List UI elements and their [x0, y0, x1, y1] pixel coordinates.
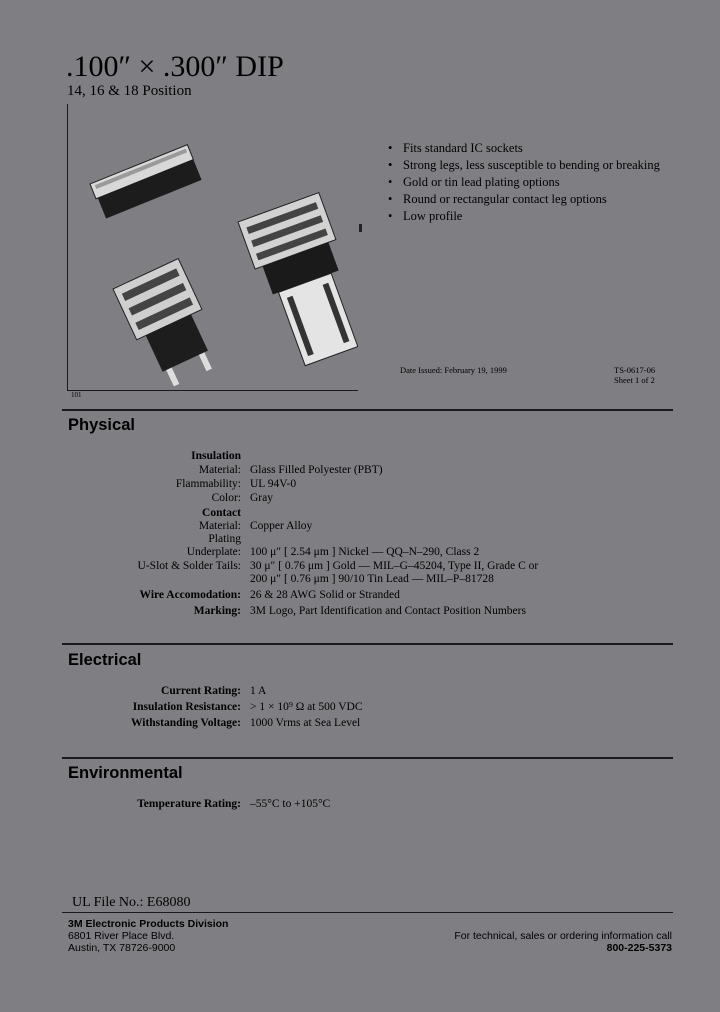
underplate-label: Underplate: — [186, 546, 241, 558]
uslot-value-1: 30 μ″ [ 0.76 μm ] Gold — MIL–G–45204, Type II, Grade C or — [250, 560, 539, 572]
feature-item: • Gold or tin lead plating options — [388, 174, 688, 190]
withstanding-value: 1000 Vrms at Sea Level — [250, 717, 361, 729]
division-address — [68, 918, 228, 954]
feature-item: • Round or rectangular contact leg options — [388, 191, 688, 207]
flammability-value: UL 94V-0 — [250, 478, 297, 490]
contact-text: For technical, sales or ordering information call — [454, 930, 672, 942]
physical-heading: Physical — [68, 416, 135, 434]
feature-list — [388, 140, 688, 225]
frame-tick — [359, 224, 362, 232]
ul-file-number: UL File No.: E68080 — [72, 895, 191, 910]
product-photo-frame — [67, 104, 358, 391]
current-label: Current Rating: — [161, 685, 241, 697]
contact-label: Contact — [202, 507, 241, 519]
phone-number: 800-225-5373 — [606, 942, 672, 954]
doc-number-block — [614, 365, 655, 385]
withstanding-label: Withstanding Voltage: — [130, 717, 241, 729]
contact-info — [454, 930, 672, 954]
color-value: Gray — [250, 492, 273, 504]
material-value: Glass Filled Polyester (PBT) — [250, 464, 383, 476]
contact-material-label: Material: — [198, 520, 241, 532]
plating-label: Plating — [208, 533, 241, 545]
page-title: .100″ × .300″ DIP — [66, 50, 284, 83]
footer-divider — [62, 912, 673, 913]
current-value: 1 A — [250, 685, 267, 697]
contact-material-value: Copper Alloy — [250, 520, 313, 532]
color-label: Color: — [211, 492, 241, 504]
section-divider — [62, 409, 673, 411]
electrical-heading: Electrical — [68, 651, 142, 669]
insulation-resistance-label: Insulation Resistance: — [132, 701, 241, 713]
section-divider — [62, 643, 673, 645]
underplate-value: 100 μ″ [ 2.54 μm ] Nickel — QQ–N–290, Class 2 — [250, 546, 480, 558]
address-line-1: 6801 River Place Blvd. — [68, 930, 175, 942]
division-name: 3M Electronic Products Division — [68, 918, 229, 930]
flammability-label: Flammability: — [175, 478, 241, 490]
wire-label: Wire Accomodation: — [139, 589, 241, 601]
date-issued: Date Issued: February 19, 1999 — [400, 365, 507, 375]
dip-connector-photo — [68, 104, 358, 390]
photo-label: 101 — [71, 391, 82, 399]
section-divider — [62, 757, 673, 759]
insulation-resistance-value: > 1 × 10⁹ Ω at 500 VDC — [250, 701, 363, 713]
temperature-value: –55°C to +105°C — [250, 798, 331, 810]
wire-value: 26 & 28 AWG Solid or Stranded — [250, 589, 400, 601]
marking-label: Marking: — [193, 605, 241, 617]
uslot-value-2: 200 μ″ [ 0.76 μm ] 90/10 Tin Lead — MIL–P–81728 — [250, 573, 494, 585]
feature-item: • Strong legs, less susceptible to bending or breaking — [388, 157, 688, 173]
insulation-label: Insulation — [191, 450, 241, 462]
marking-value: 3M Logo, Part Identification and Contact Position Numbers — [250, 605, 526, 617]
environmental-heading: Environmental — [68, 764, 183, 782]
sheet-number: Sheet 1 of 2 — [614, 375, 655, 385]
temperature-label: Temperature Rating: — [137, 798, 241, 810]
uslot-label: U-Slot & Solder Tails: — [137, 560, 241, 572]
material-label: Material: — [198, 464, 241, 476]
page-subtitle: 14, 16 & 18 Position — [67, 83, 192, 99]
feature-item: • Fits standard IC sockets — [388, 140, 688, 156]
address-line-2: Austin, TX 78726-9000 — [68, 942, 176, 954]
feature-item: • Low profile — [388, 208, 688, 224]
doc-number: TS-0617-06 — [614, 365, 656, 375]
